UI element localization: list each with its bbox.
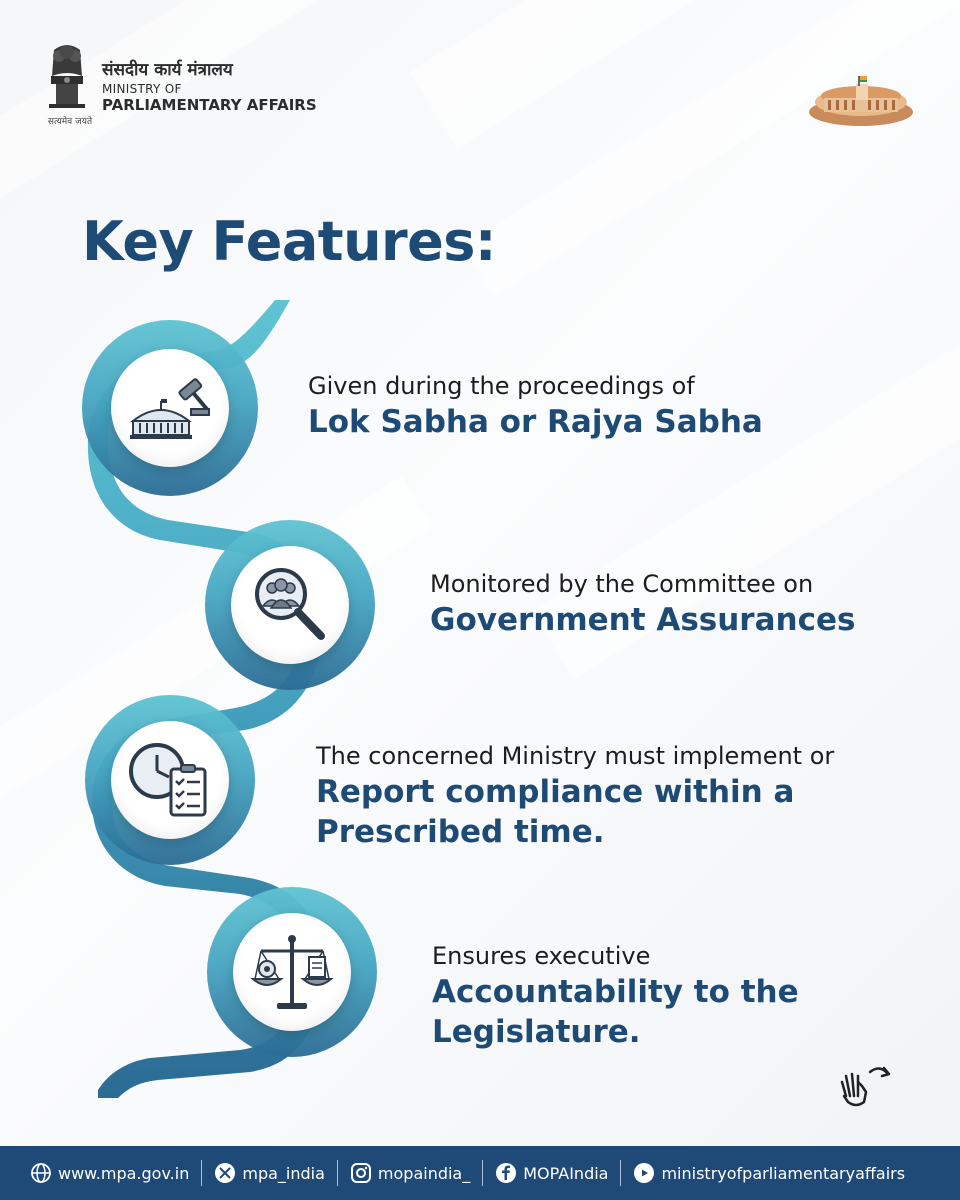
- feature-description: The concerned Ministry must implement or: [316, 742, 835, 770]
- feature-description: Monitored by the Committee on: [430, 570, 814, 598]
- feature-highlight: Legislature.: [432, 1014, 641, 1050]
- globe-icon: [30, 1162, 52, 1184]
- website-link[interactable]: www.mpa.gov.in: [58, 1163, 190, 1183]
- feature-icon-circle: [111, 349, 229, 467]
- footer-divider: [337, 1160, 338, 1186]
- x-handle-link[interactable]: mpa_india: [242, 1163, 325, 1183]
- swipe-hand-icon: [836, 1062, 900, 1110]
- footer-divider: [201, 1160, 202, 1186]
- youtube-icon: [633, 1162, 655, 1184]
- parliament-building-logo: [806, 72, 916, 128]
- feature-item: [316, 740, 834, 852]
- feature-item: [432, 940, 799, 1052]
- feature-item: [308, 370, 763, 442]
- feature-highlight: Lok Sabha or Rajya Sabha: [308, 404, 763, 440]
- balance-scale-icon: [247, 927, 337, 1017]
- footer-website[interactable]: [30, 1162, 189, 1184]
- footer-facebook[interactable]: [495, 1162, 608, 1184]
- feature-description: Ensures executive: [432, 942, 651, 970]
- facebook-link[interactable]: MOPAIndia: [523, 1163, 609, 1183]
- feature-icon-circle: [233, 913, 351, 1031]
- ministry-department-name: PARLIAMENTARY AFFAIRS: [102, 96, 317, 114]
- feature-highlight: Prescribed time.: [316, 814, 605, 850]
- footer-divider: [620, 1160, 621, 1186]
- feature-highlight: Government Assurances: [430, 602, 856, 638]
- footer-divider: [482, 1160, 483, 1186]
- feature-highlight: Accountability to the: [432, 974, 799, 1010]
- instagram-icon: [350, 1162, 372, 1184]
- facebook-icon: [495, 1162, 517, 1184]
- magnifier-people-icon: [245, 560, 335, 650]
- footer-youtube[interactable]: [633, 1162, 905, 1184]
- ministry-hindi-name: संसदीय कार्य मंत्रालय: [102, 60, 233, 80]
- feature-icon-circle: [231, 546, 349, 664]
- ministry-wordmark: [102, 60, 317, 114]
- feature-item: [430, 568, 855, 640]
- youtube-link[interactable]: ministryofparliamentaryaffairs: [661, 1163, 906, 1183]
- page-title: Key Features:: [82, 210, 497, 273]
- parliament-gavel-icon: [125, 363, 215, 453]
- ministry-of-label: MINISTRY OF: [102, 82, 182, 96]
- feature-icon-circle: [111, 721, 229, 839]
- emblem-motto: सत्यमेव जयते: [47, 117, 93, 127]
- footer-bar: [0, 1146, 960, 1200]
- x-logo-icon: [214, 1162, 236, 1184]
- footer-x[interactable]: [214, 1162, 325, 1184]
- instagram-link[interactable]: mopaindia_: [377, 1163, 471, 1183]
- national-emblem-logo: [40, 40, 94, 124]
- footer-instagram[interactable]: [350, 1162, 470, 1184]
- clock-checklist-icon: [125, 735, 215, 825]
- feature-highlight: Report compliance within a: [316, 774, 795, 810]
- feature-description: Given during the proceedings of: [308, 372, 695, 400]
